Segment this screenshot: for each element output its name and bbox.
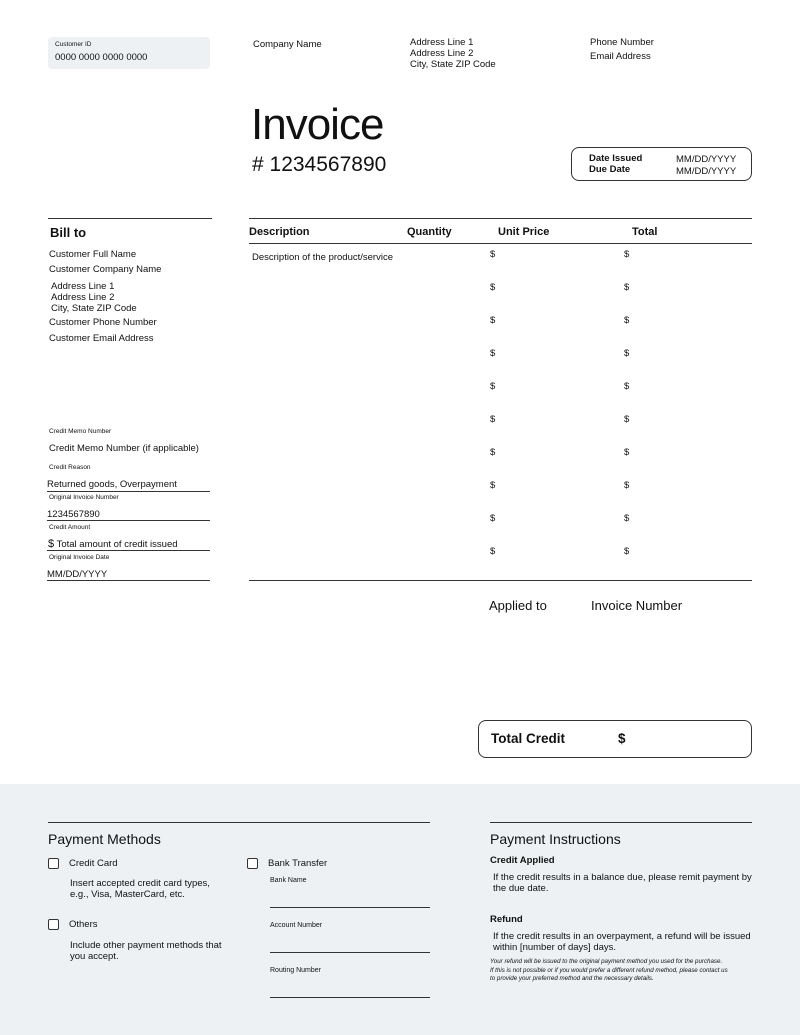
invoice-number: # 1234567890 [252, 153, 387, 176]
address-line: City, State ZIP Code [51, 303, 137, 314]
note-line: Your refund will be issued to the original payment method you used for the purchase. [490, 958, 723, 965]
note-line: If this is not possible or if you would prefer a different refund method, please contact us [490, 966, 728, 974]
credit-amount-label: Credit Amount [49, 524, 91, 531]
orig-date-value[interactable]: MM/DD/YYYY [47, 569, 108, 580]
header-description: Description [249, 226, 310, 238]
address-line: Address Line 1 [51, 281, 115, 292]
total-cell: $ [624, 414, 630, 425]
unit-price-cell: $ [490, 447, 496, 458]
orig-date-label: Original Invoice Date [49, 554, 110, 561]
unit-price-cell: $ [490, 381, 496, 392]
total-credit-label: Total Credit [491, 731, 565, 746]
unit-price-cell: $ [490, 414, 496, 425]
total-cell: $ [624, 513, 630, 524]
header-total: Total [632, 226, 658, 238]
total-cell: $ [624, 249, 630, 260]
payment-instructions-title: Payment Instructions [490, 831, 621, 847]
credit-memo-value[interactable]: Credit Memo Number (if applicable) [49, 443, 199, 454]
account-number-field[interactable] [270, 952, 430, 953]
note-line: Insert accepted credit card types, [70, 878, 210, 889]
currency-symbol: $ [48, 538, 55, 550]
others-note [70, 940, 222, 962]
bill-to-title: Bill to [50, 225, 87, 240]
total-cell: $ [624, 546, 630, 557]
payment-methods-title: Payment Methods [48, 831, 161, 847]
note-line: you accept. [70, 951, 119, 962]
total-cell: $ [624, 315, 630, 326]
text-line: the due date. [493, 883, 549, 894]
unit-price-cell: $ [490, 282, 496, 293]
unit-price-cell: $ [490, 315, 496, 326]
note-line: e.g., Visa, MasterCard, etc. [70, 889, 185, 900]
unit-price-cell: $ [490, 513, 496, 524]
note-line: Include other payment methods that [70, 940, 222, 951]
company-email: Email Address [590, 51, 651, 62]
text-line: If the credit results in a balance due, please remit payment by [493, 872, 752, 883]
customer-id: 0000 0000 0000 0000 [55, 52, 148, 63]
customer-address [51, 281, 137, 314]
total-cell: $ [624, 381, 630, 392]
orig-invoice-label: Original Invoice Number [49, 494, 119, 501]
invoice-title: Invoice [251, 100, 384, 149]
bank-name-field[interactable] [270, 907, 430, 908]
bank-transfer-label: Bank Transfer [268, 858, 328, 869]
header-quantity: Quantity [407, 226, 452, 238]
date-issued-label: Date Issued [589, 153, 643, 164]
account-number-label: Account Number [270, 922, 323, 929]
text-line: If the credit results in an overpayment, a refund will be issued [493, 931, 751, 942]
company-address [410, 37, 496, 70]
company-phone: Phone Number [590, 37, 654, 48]
customer-name: Customer Full Name [49, 249, 137, 260]
total-cell: $ [624, 480, 630, 491]
customer-email: Customer Email Address [49, 333, 154, 344]
credit-amount-text: Total amount of credit issued [56, 539, 178, 550]
credit-applied-title: Credit Applied [490, 855, 555, 866]
address-line: Address Line 2 [410, 48, 474, 59]
bank-transfer-checkbox[interactable] [247, 858, 258, 869]
address-line: Address Line 1 [410, 37, 474, 48]
credit-card-checkbox[interactable] [48, 858, 59, 869]
refund-note [490, 958, 728, 984]
credit-card-label: Credit Card [69, 858, 118, 869]
text-line: within [number of days] days. [493, 942, 617, 953]
customer-phone: Customer Phone Number [49, 317, 157, 328]
item-description: Description of the product/service [252, 252, 393, 263]
note-line: to provide your preferred method and the necessary details. [490, 975, 654, 982]
credit-amount-value[interactable] [48, 538, 178, 550]
customer-id-label: Customer ID [55, 41, 92, 48]
credit-card-note [70, 878, 210, 900]
applied-to-value: Invoice Number [591, 598, 683, 613]
others-checkbox[interactable] [48, 919, 59, 930]
total-cell: $ [624, 447, 630, 458]
unit-price-cell: $ [490, 249, 496, 260]
others-label: Others [69, 919, 98, 930]
address-line: City, State ZIP Code [410, 59, 496, 70]
applied-to-label: Applied to [489, 598, 547, 613]
orig-invoice-value[interactable]: 1234567890 [47, 509, 100, 520]
date-issued: MM/DD/YYYY [676, 154, 737, 165]
routing-number-field[interactable] [270, 997, 430, 998]
credit-reason-label: Credit Reason [49, 464, 91, 471]
refund-title: Refund [490, 914, 523, 925]
refund-text [493, 931, 751, 953]
header-unit-price: Unit Price [498, 226, 550, 238]
credit-reason-value[interactable]: Returned goods, Overpayment [47, 479, 177, 490]
unit-price-cell: $ [490, 546, 496, 557]
unit-price-cell: $ [490, 348, 496, 359]
total-cell: $ [624, 282, 630, 293]
due-date: MM/DD/YYYY [676, 166, 737, 177]
bank-name-label: Bank Name [270, 877, 307, 884]
credit-memo-label: Credit Memo Number [49, 428, 112, 435]
address-line: Address Line 2 [51, 292, 115, 303]
customer-company: Customer Company Name [49, 264, 162, 275]
unit-price-cell: $ [490, 480, 496, 491]
total-credit-currency: $ [618, 731, 626, 746]
company-name: Company Name [253, 39, 322, 50]
credit-applied-text [493, 872, 752, 894]
due-date-label: Due Date [589, 164, 631, 175]
total-cell: $ [624, 348, 630, 359]
routing-number-label: Routing Number [270, 967, 321, 974]
